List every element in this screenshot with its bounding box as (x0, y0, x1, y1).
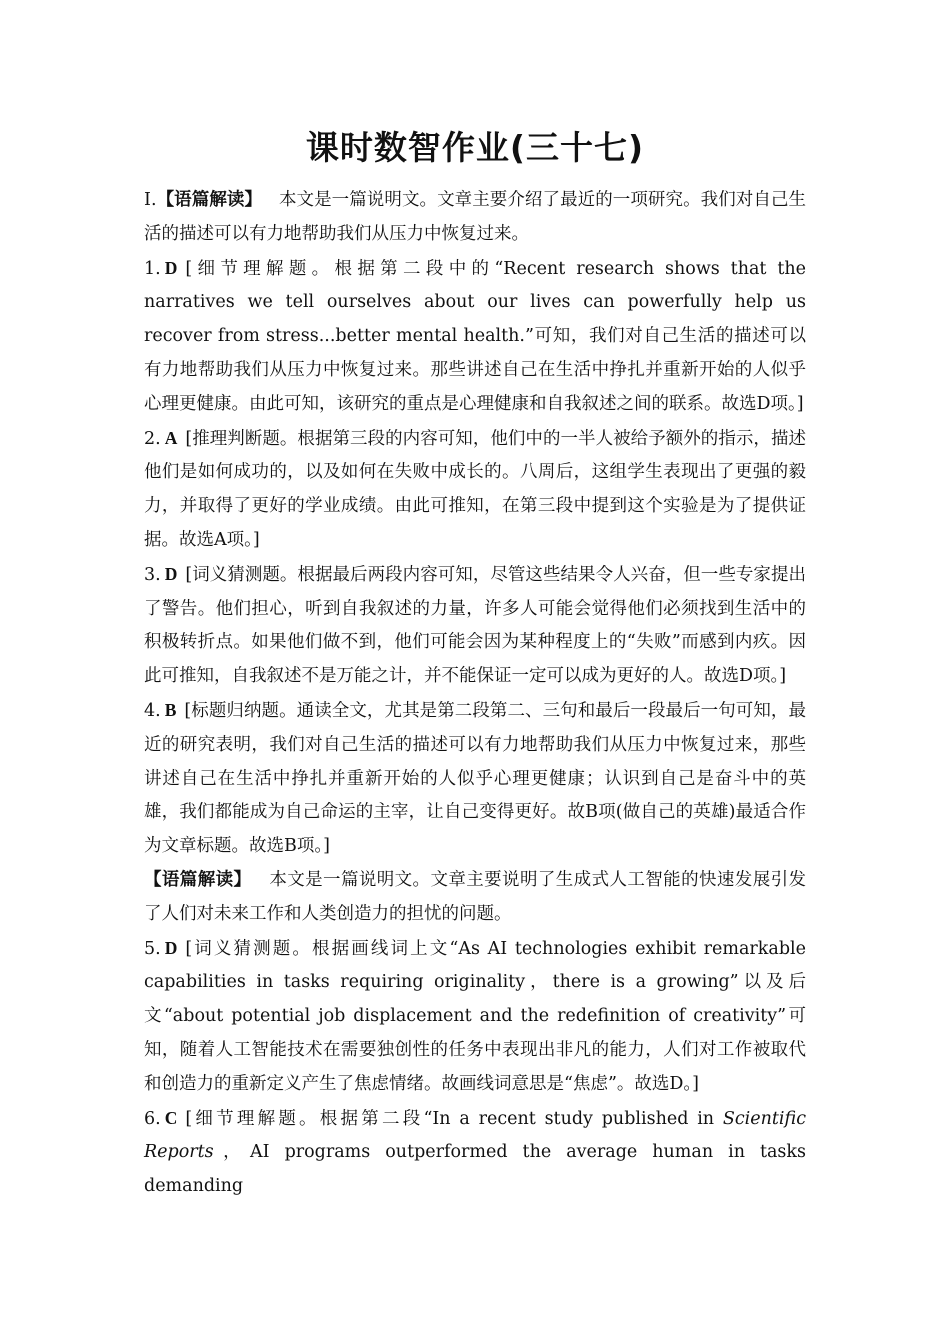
section-heading: 【语篇解读】 (144, 869, 252, 890)
question-number: 5. (144, 938, 161, 959)
section-1-reading-note (144, 184, 806, 252)
question-number: 4. (144, 700, 161, 721)
answer-content (144, 184, 806, 1204)
explanation-text: [细节理解题。根据第二段中的“Recent research shows that the narratives we tell ourselves about our lives can powerfully help us recover from stress...better mental health.”可知，我们对自己生活的描述可以有力地帮助我们从压力中恢复过来。那些讲述自己在生活中挣扎并重新开始的人似乎心理更健康。由此可知，该研究的重点是心理健康和自我叙述之间的联系。故选D项。] (144, 258, 806, 414)
explanation-text: [词义猜测题。根据最后两段内容可知，尽管这些结果令人兴奋，但一些专家提出了警告。他们担心，听到自我叙述的力量，许多人可能会觉得他们必须找到生活中的积极转折点。如果他们做不到，他们可能会因为某种程度上的“失败”而感到内疚。因此可推知，自我叙述不是万能之计，并不能保证一定可以成为更好的人。故选D项。] (144, 564, 806, 687)
section-intro: 本文是一篇说明文。文章主要说明了生成式人工智能的快速发展引发了人们对未来工作和人类创造力的担忧的问题。 (144, 869, 806, 924)
question-item (144, 694, 806, 864)
question-item (144, 932, 806, 1102)
question-number: 1. (144, 258, 161, 279)
page-title: 课时数智作业(三十七) (305, 128, 645, 167)
explanation-text: [词义猜测题。根据画线词上文“As AI technologies exhibit remarkable capabilities in tasks requiring originality，there is a growing”以及后文“about potential job displacement and the redefinition of creativity”可知，随着人工智能技术在需要独创性的任务中表现出非凡的能力，人们对工作被取代和创造力的重新定义产生了焦虑情绪。故画线词意思是“焦虑”。故选D。] (144, 938, 806, 1094)
answer-letter: D (164, 563, 178, 584)
answer-letter: A (164, 427, 178, 448)
question-item (144, 558, 806, 694)
explanation-text-continued: ，AI programs outperformed the average human in tasks demanding (144, 1142, 806, 1197)
question-number: 6. (144, 1108, 161, 1129)
question-item (144, 252, 806, 422)
journal-title: Scientific Reports (144, 1108, 806, 1163)
section-intro: 本文是一篇说明文。文章主要介绍了最近的一项研究。我们对自己生活的描述可以有力地帮助我们从压力中恢复过来。 (144, 190, 806, 244)
answer-letter: D (164, 257, 178, 278)
question-number: 3. (144, 564, 161, 585)
answer-letter: C (164, 1107, 178, 1128)
question-number: 2. (144, 428, 161, 449)
question-item (144, 1102, 806, 1204)
explanation-text: [推理判断题。根据第三段的内容可知，他们中的一半人被给予额外的指示，描述他们是如何成功的，以及如何在失败中成长的。八周后，这组学生表现出了更强的毅力，并取得了更好的学业成绩。由此可推知，在第三段中提到这个实验是为了提供证据。故选A项。] (144, 428, 806, 550)
explanation-text: [标题归纳题。通读全文，尤其是第二段第二、三句和最后一段最后一句可知，最近的研究表明，我们对自己生活的描述可以有力地帮助我们从压力中恢复过来，那些讲述自己在生活中挣扎并重新开始的人似乎心理更健康；认识到自己是奋斗中的英雄，我们都能成为自己命运的主宰，让自己变得更好。故B项(做自己的英雄)最适合作为文章标题。故选B项。] (144, 700, 806, 857)
section-number: Ⅰ. (144, 190, 157, 210)
question-item (144, 422, 806, 558)
answer-letter: D (164, 937, 178, 958)
section-heading: 【语篇解读】 (156, 190, 263, 210)
answer-letter: B (164, 699, 177, 720)
explanation-text: [细节理解题。根据第二段“In a recent study published in (185, 1108, 723, 1129)
section-2-reading-note (144, 864, 806, 932)
